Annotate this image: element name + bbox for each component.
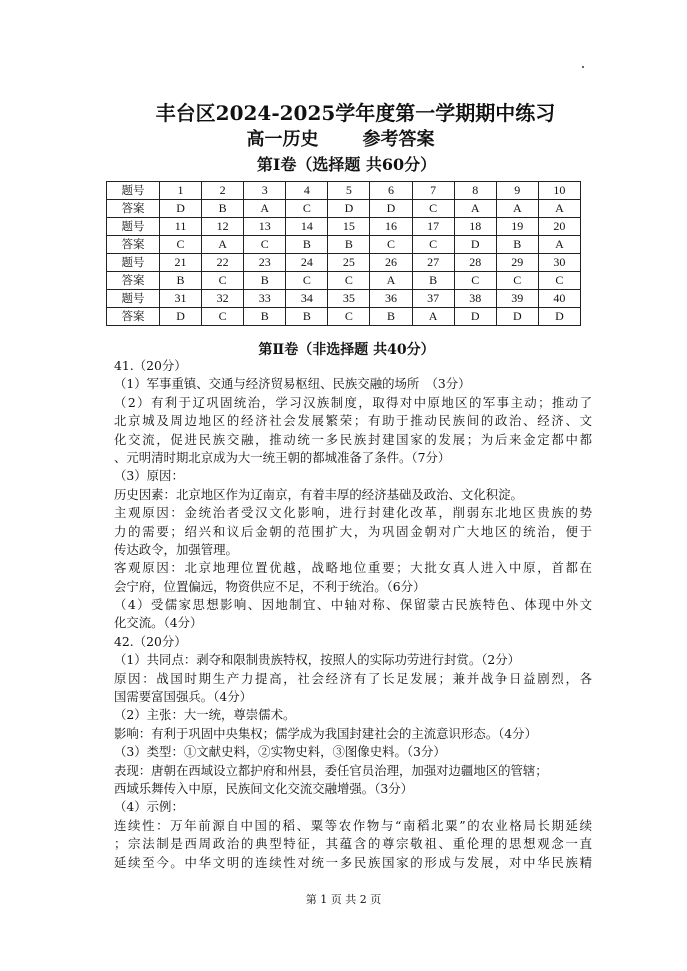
answer-table-cell: C <box>412 236 454 254</box>
answer-table-cell: C <box>538 272 580 290</box>
answer-table-cell: 39 <box>496 290 538 308</box>
answer-table-cell: A <box>370 272 412 290</box>
row-header-cell: 答案 <box>107 236 160 254</box>
row-header-cell: 答案 <box>107 308 160 326</box>
content-line: 北京城及周边地区的经济社会发展繁荣；有助于推动民族间的政治、经济、文 <box>114 413 592 429</box>
answer-table-cell: B <box>286 308 328 326</box>
answer-table-cell: A <box>244 200 286 218</box>
answer-table-cell: 2 <box>202 182 244 200</box>
content-line: 历史因素：北京地区作为辽南京，有着丰厚的经济基础及政治、文化积淀。 <box>114 486 523 502</box>
answer-table-cell: 32 <box>202 290 244 308</box>
answer-table-cell: A <box>202 236 244 254</box>
answer-table-cell: D <box>454 236 496 254</box>
answer-table-cell: D <box>370 200 412 218</box>
exam-title: 丰台区2024-2025学年度第一学期期中练习 <box>155 101 556 125</box>
answer-table-cell: D <box>496 308 538 326</box>
content-line: 会宁府，位置偏远，物资供应不足，不利于统治。（6分） <box>114 578 426 594</box>
answer-table-cell: 29 <box>496 254 538 272</box>
content-line: （2）主张：大一统，尊崇儒术。 <box>114 707 296 723</box>
answer-table-cell: 6 <box>370 182 412 200</box>
answer-table-cell: A <box>454 200 496 218</box>
answer-table-cell: 25 <box>328 254 370 272</box>
row-header-cell: 题号 <box>107 290 160 308</box>
row-header-cell: 题号 <box>107 218 160 236</box>
content-line: 主观原因：金统治者受汉文化影响，进行封建化改革，削弱东北地区贵族的势 <box>114 505 592 521</box>
answer-table-cell: C <box>412 200 454 218</box>
content-line: 客观原因：北京地理位置优越，战略地位重要；大批女真人进入中原，首都在 <box>114 560 592 576</box>
answer-table-cell: 4 <box>286 182 328 200</box>
answer-content <box>114 357 592 872</box>
answer-table-cell: B <box>496 236 538 254</box>
answer-table-cell: 8 <box>454 182 496 200</box>
answer-table-cell: C <box>202 308 244 326</box>
answer-table-cell: A <box>412 308 454 326</box>
answer-table-cell: 18 <box>454 218 496 236</box>
answer-table-cell: 34 <box>286 290 328 308</box>
answer-table-cell: 22 <box>202 254 244 272</box>
content-line: （1）共同点：剥夺和限制贵族特权，按照人的实际功劳进行封赏。（2分） <box>114 652 521 668</box>
content-line: （4）示例： <box>114 799 184 815</box>
answer-table-cell: 7 <box>412 182 454 200</box>
answer-table-cell: 27 <box>412 254 454 272</box>
answer-table-cell: 15 <box>328 218 370 236</box>
answer-table-cell: C <box>202 272 244 290</box>
answer-table-cell: 35 <box>328 290 370 308</box>
content-line: （2）有利于辽巩固统治，学习汉族制度，取得对中原地区的军事主动；推动了 <box>114 394 592 410</box>
answer-table-cell: 13 <box>244 218 286 236</box>
answer-table-cell: C <box>286 272 328 290</box>
answer-table-cell: C <box>160 236 202 254</box>
answer-table-cell: B <box>412 272 454 290</box>
answer-table-cell: C <box>370 236 412 254</box>
answer-table-cell: 38 <box>454 290 496 308</box>
answer-table-cell: 17 <box>412 218 454 236</box>
content-line: （1）军事重镇、交通与经济贸易枢纽、民族交融的场所 （3分） <box>114 376 471 392</box>
answer-table-row <box>107 254 581 272</box>
answer-table-cell: 1 <box>160 182 202 200</box>
answer-table-cell: 23 <box>244 254 286 272</box>
row-header-cell: 题号 <box>107 182 160 200</box>
answer-table-cell: 26 <box>370 254 412 272</box>
content-line: 化交流，促进民族交融，推动统一多民族封建国家的发展；为后来金定都中都 <box>114 431 592 447</box>
answer-table-cell: D <box>328 200 370 218</box>
answer-table-cell: B <box>244 272 286 290</box>
answer-table-cell: 12 <box>202 218 244 236</box>
content-line: （4）受儒家思想影响、因地制宜、中轴对称、保留蒙古民族特色、体现中外文 <box>114 597 592 613</box>
content-line: 、元明清时期北京成为大一统王朝的都城准备了条件。（7分） <box>114 449 451 465</box>
content-line: 国需要富国强兵。（4分） <box>114 689 252 705</box>
answer-table-cell: D <box>454 308 496 326</box>
page-dot <box>582 66 584 68</box>
answer-table-cell: 5 <box>328 182 370 200</box>
content-line: 延续至今。中华文明的连续性对统一多民族国家的形成与发展，对中华民族精 <box>114 854 592 870</box>
answer-table-cell: C <box>328 308 370 326</box>
answer-table-cell: C <box>244 236 286 254</box>
content-line: 西域乐舞传入中原，民族间文化交流交融增强。（3分） <box>114 780 414 796</box>
answer-table-row <box>107 200 581 218</box>
answer-table-row <box>107 272 581 290</box>
answer-table-cell: C <box>286 200 328 218</box>
answer-table-row <box>107 182 581 200</box>
subject-line <box>0 125 684 151</box>
answer-table-cell: D <box>160 308 202 326</box>
content-line: 原因：战国时期生产力提高，社会经济有了长足发展；兼并战争日益剧烈，各 <box>114 670 592 686</box>
content-line: 力的需要；绍兴和议后金朝的范围扩大，为巩固金朝对广大地区的统治，便于 <box>114 523 592 539</box>
answer-table-cell: 28 <box>454 254 496 272</box>
answer-table-row <box>107 218 581 236</box>
answer-table-cell: 11 <box>160 218 202 236</box>
content-line: 影响：有利于巩固中央集权；儒学成为我国封建社会的主流意识形态。（4分） <box>114 725 537 741</box>
page-footer: 第 1 页 共 2 页 <box>305 893 382 906</box>
answer-table-cell: B <box>244 308 286 326</box>
content-line: 连续性：万年前源自中国的稻、粟等农作物与“南稻北粟”的农业格局长期延续 <box>114 817 592 833</box>
answer-table-cell: C <box>454 272 496 290</box>
part2-title: 第Ⅱ卷（非选择题 共40分） <box>258 342 435 358</box>
answer-table-cell: B <box>202 200 244 218</box>
content-line: 表现：唐朝在西域设立都护府和州县，委任官员治理，加强对边疆地区的管辖； <box>114 762 548 778</box>
answer-table-cell: 31 <box>160 290 202 308</box>
answer-table-cell: 21 <box>160 254 202 272</box>
answer-table-cell: B <box>328 236 370 254</box>
answer-table-cell: 30 <box>538 254 580 272</box>
answer-table-row <box>107 308 581 326</box>
answer-table-cell: B <box>370 308 412 326</box>
subject-label: 高一历史 <box>246 129 319 150</box>
answer-table-cell: 37 <box>412 290 454 308</box>
answer-table-cell: 3 <box>244 182 286 200</box>
answer-table-cell: C <box>496 272 538 290</box>
answer-table-cell: B <box>286 236 328 254</box>
content-line: ；宗法制是西周政治的典型特征，其蕴含的尊宗敬祖、重伦理的思想观念一直 <box>114 836 592 852</box>
content-line: 42.（20分） <box>114 633 187 649</box>
answer-table-cell: A <box>496 200 538 218</box>
part1-title: 第Ⅰ卷（选择题 共60分） <box>256 155 437 174</box>
content-line: 化交流。（4分） <box>114 615 203 631</box>
answer-label: 参考答案 <box>362 129 435 150</box>
row-header-cell: 题号 <box>107 254 160 272</box>
answer-table-cell: D <box>160 200 202 218</box>
answer-table-cell: 36 <box>370 290 412 308</box>
answer-table-cell: D <box>538 308 580 326</box>
answer-table-cell: 9 <box>496 182 538 200</box>
answer-table-cell: 14 <box>286 218 328 236</box>
answer-table-cell: 24 <box>286 254 328 272</box>
content-line: 传达政令，加强管理。 <box>114 541 238 557</box>
row-header-cell: 答案 <box>107 272 160 290</box>
answer-table-cell: A <box>538 200 580 218</box>
answer-table <box>106 181 581 326</box>
content-line: （3）类型：①文献史料，②实物史料，③图像史料。（3分） <box>114 744 446 760</box>
content-line: 41.（20分） <box>114 358 187 373</box>
answer-table-cell: 33 <box>244 290 286 308</box>
answer-table-cell: 40 <box>538 290 580 308</box>
answer-table-cell: C <box>328 272 370 290</box>
answer-table-row <box>107 290 581 308</box>
content-line: （3）原因： <box>114 468 184 484</box>
answer-table-cell: 19 <box>496 218 538 236</box>
answer-table-cell: 10 <box>538 182 580 200</box>
answer-table-cell: 16 <box>370 218 412 236</box>
answer-table-row <box>107 236 581 254</box>
answer-table-cell: B <box>160 272 202 290</box>
answer-table-cell: A <box>538 236 580 254</box>
row-header-cell: 答案 <box>107 200 160 218</box>
answer-table-cell: 20 <box>538 218 580 236</box>
